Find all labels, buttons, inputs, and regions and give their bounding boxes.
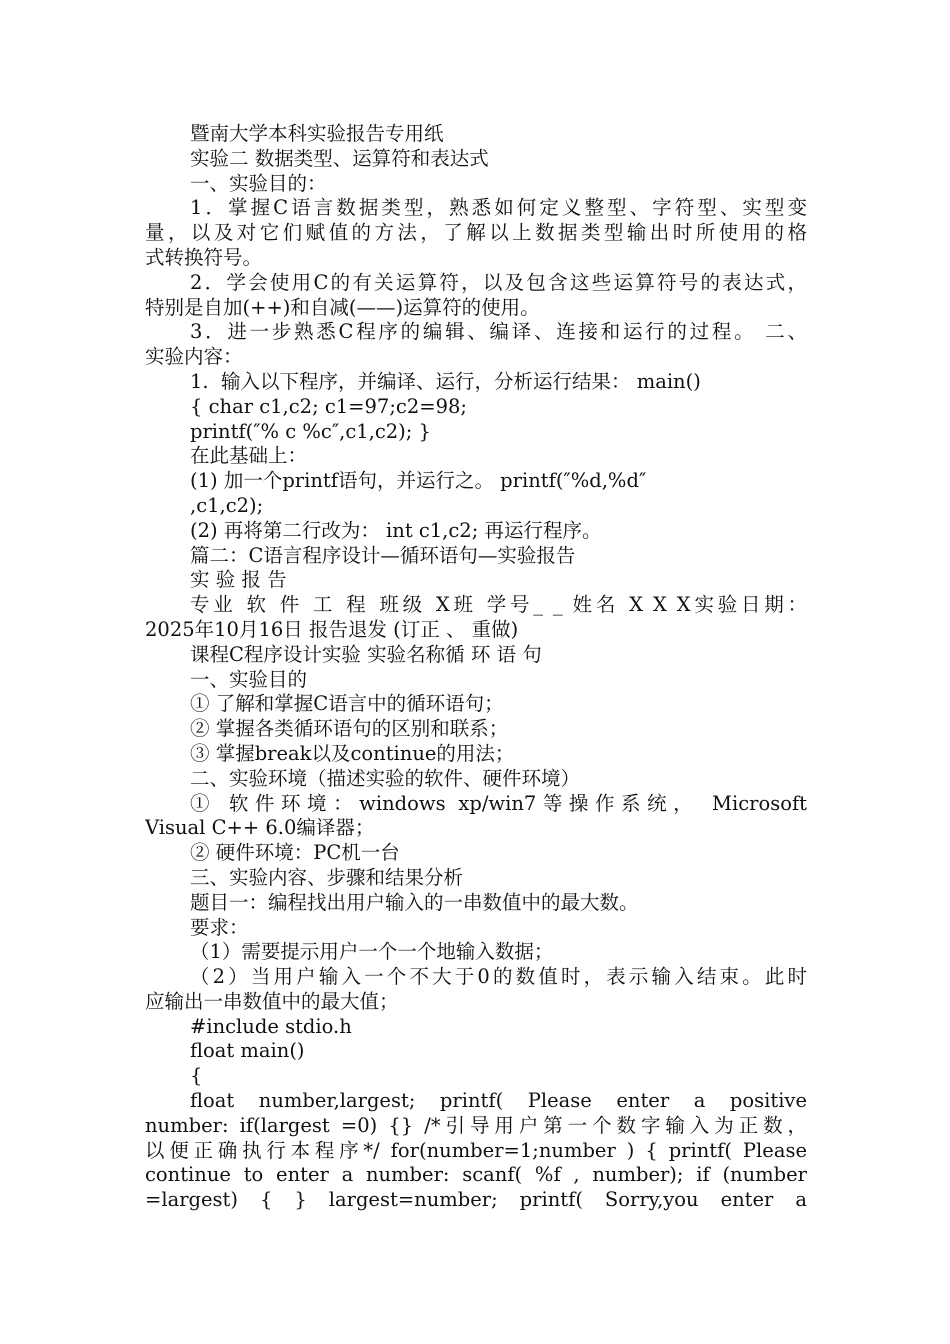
text-line: 暨南大学本科实验报告专用纸 [190, 122, 444, 145]
text-line: float main() [190, 1039, 305, 1063]
text-line: 实验内容： [145, 345, 243, 369]
text-line: ② 掌握各类循环语句的区别和联系； [190, 717, 509, 741]
text-line: 一、实验目的： [190, 171, 327, 195]
text-line: { char c1,c2; c1=97;c2=98; [190, 394, 467, 418]
text-line: ① 软件环境：windows xp/win7等操作系统， Microsoft [190, 791, 807, 815]
text-line: 3．进一步熟悉C程序的编辑、编译、连接和运行的过程。 二、 [190, 320, 807, 344]
text-line: 以便正确执行本程序*/ for(number=1;number ) { printf( Please [145, 1138, 807, 1162]
text-line: 特别是自加(++)和自减(——)运算符的使用。 [145, 295, 540, 319]
text-line: 2025年10月16日 报告退发 (订正 、 重做) [145, 617, 519, 641]
text-line: 实验二 数据类型、运算符和表达式 [190, 146, 489, 170]
document-body [145, 122, 807, 1213]
text-line: 应输出一串数值中的最大值； [145, 989, 399, 1013]
text-line: 专业 软 件 工 程 班级 X班 学号_ _ 姓名 X X X实验日期： [190, 593, 807, 617]
text-line: printf(″% c %c″,c1,c2); } [190, 419, 431, 443]
text-line: 课程C程序设计实验 实验名称循 环 语 句 [190, 642, 542, 666]
text-line: （1）需要提示用户一个一个地输入数据； [190, 940, 554, 964]
text-line: #include stdio.h [190, 1014, 352, 1038]
text-line: 在此基础上： [190, 444, 308, 468]
text-line: ③ 掌握break以及continue的用法； [190, 741, 515, 765]
text-line: ,c1,c2); [190, 493, 264, 517]
text-line: 题目一：编程找出用户输入的一串数值中的最大数。 [190, 890, 639, 914]
text-line: 三、实验内容、步骤和结果分析 [190, 865, 464, 889]
text-line: number: if(largest =0) {} /*引导用户第一个数字输入为正数， [145, 1113, 807, 1137]
text-line: 一、实验目的 [190, 667, 308, 691]
text-line: 2．学会使用C的有关运算符，以及包含这些运算符号的表达式， [190, 270, 807, 294]
text-line: =largest) { } largest=number; printf( Sorry,you enter a [145, 1188, 807, 1212]
text-line: 实 验 报 告 [190, 568, 287, 592]
text-line: continue to enter a number: scanf( %f , number); if (number [145, 1163, 807, 1187]
text-line: ② 硬件环境：PC机一台 [190, 841, 400, 865]
text-line: (2) 再将第二行改为： int c1,c2; 再运行程序。 [190, 518, 602, 542]
text-line: { [190, 1064, 203, 1088]
text-line: 1. 输入以下程序，并编译、运行，分析运行结果： main() [190, 369, 701, 393]
text-line: 篇二：C语言程序设计—循环语句—实验报告 [190, 543, 576, 567]
text-line: float number,largest; printf( Please enter a positive [190, 1089, 807, 1113]
text-line: 二、实验环境（描述实验的软件、硬件环境） [190, 766, 581, 790]
text-line: 式转换符号。 [145, 245, 263, 269]
text-line: (1) 加一个printf语句，并运行之。 printf(″%d,%d″ [190, 469, 647, 493]
text-line: （2）当用户输入一个不大于0的数值时，表示输入结束。此时 [190, 965, 807, 989]
text-line: 1．掌握C语言数据类型，熟悉如何定义整型、字符型、实型变 [190, 196, 807, 220]
text-line: Visual C++ 6.0编译器； [145, 816, 375, 840]
text-line: ① 了解和掌握C语言中的循环语句； [190, 692, 504, 716]
text-line: 量，以及对它们赋值的方法，了解以上数据类型输出时所使用的格 [145, 221, 807, 245]
text-line: 要求： [190, 915, 249, 939]
